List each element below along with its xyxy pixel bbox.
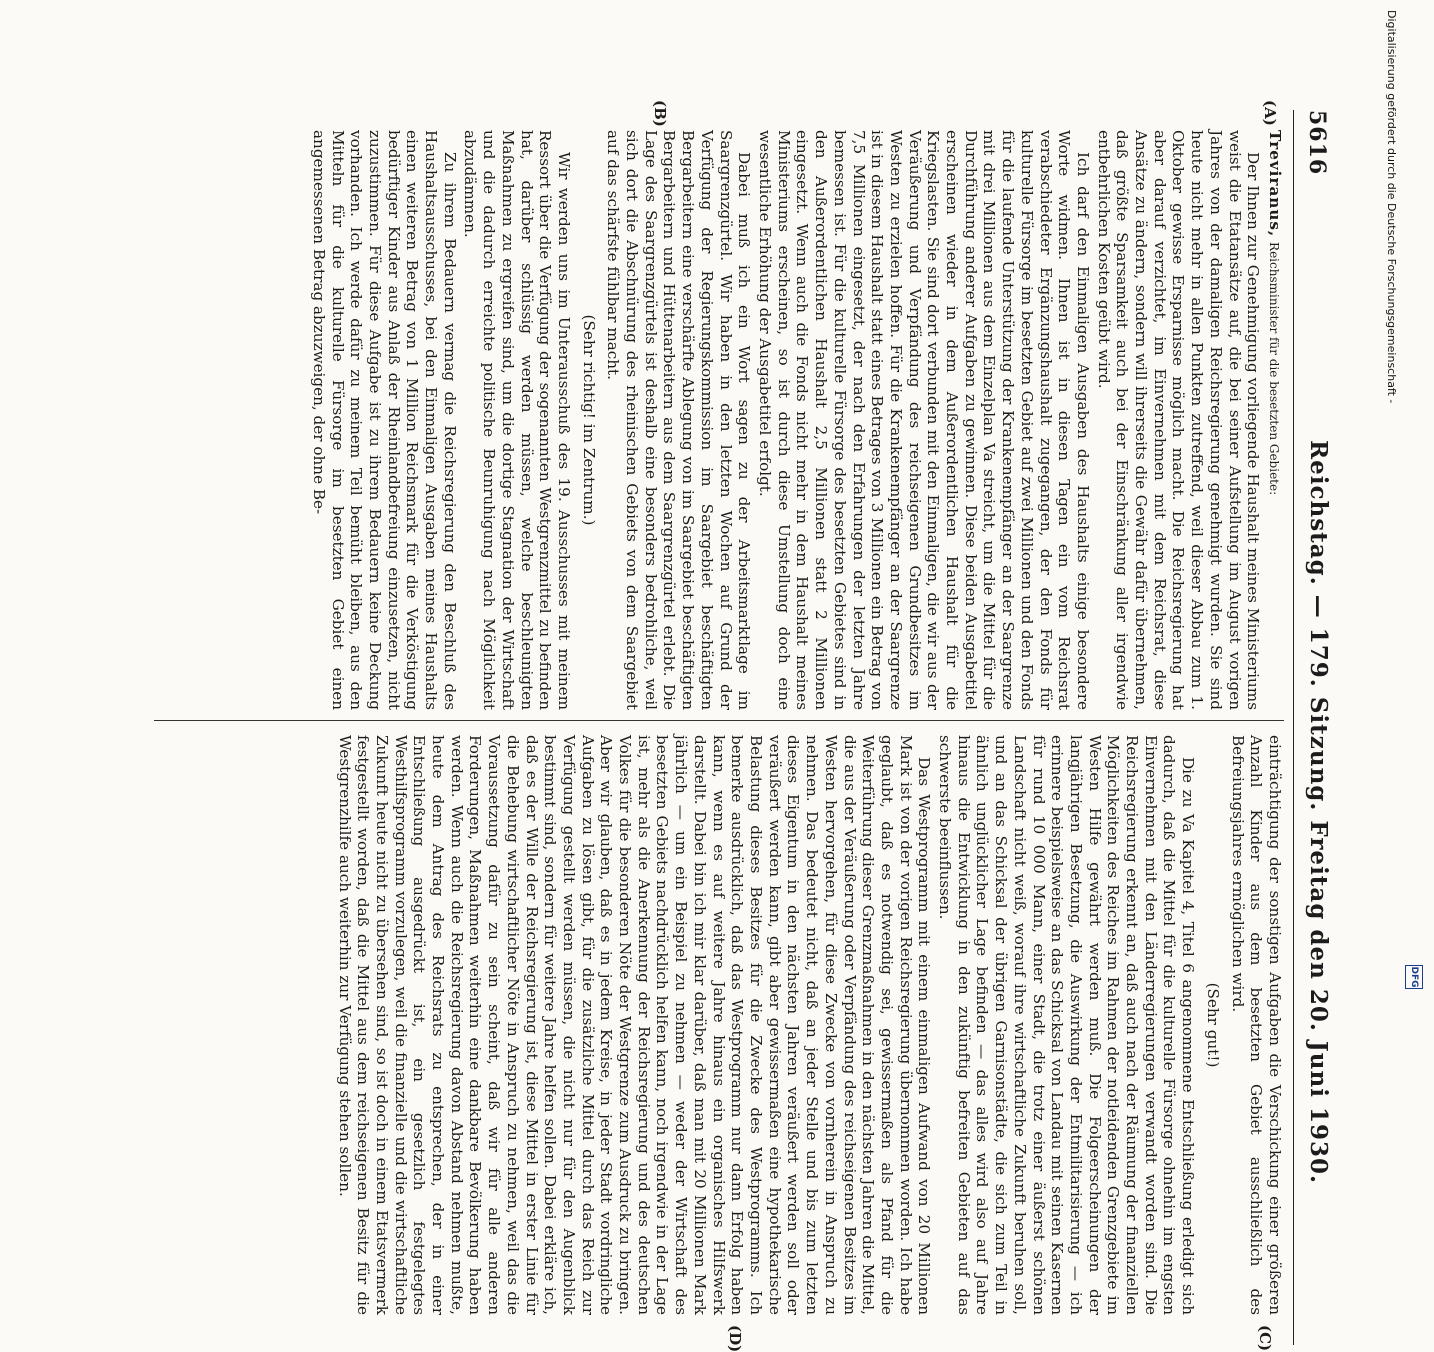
paragraph: Die zu Va Kapitel 4, Titel 6 angenommene Entschließung erledigt sich dadurch, daß die Mittel für die kulturelle Fürsorge ohnehin im engsten Einvernehmen mit den Länderregierungen verwandt worden sind. Die Reichsregierung erkennt an, daß auch nach der Räumung der finanziellen Möglichkeiten des Reiches im Rahmen der notleidenden Grenzgebiete im Westen Hilfe gewährt werden muß. Die Folgeerscheinungen der langjährigen Besetzung, die Auswirkung der Entmilitarisierung — ich erinnere beispielsweise an das Schicksal von Landau mit seinen Kasernen für rund 10 000 Mann, einer Stadt, die trotz einer äußerst schönen Landschaft nicht weiß, worauf ihre wirtschaftliche Zukunft beruhen soll, und an das Schicksal der übrigen Garnisonstädte, die sich zum Teil in ähnlich unglücklicher Lage befinden — das alles wird also auf Jahre hinaus die Entwicklung in den zukünftig befreiten Gebieten auf das schwerste beeinflussen.: [936, 735, 1198, 1315]
page-title: Reichstag. — 179. Sitzung. Freitag den 20. Juni 1930.: [1305, 440, 1332, 1184]
digitization-credit: [1385, 10, 1434, 404]
paragraph: Zu ihrem Bedauern vermag die Reichsregierung den Beschluß des Haushaltsausschusses, bei den Einmaligen Ausgaben meines Haushalts einen weiteren Betrag von 1 Million Reichsmark für die Verköstigung bedürftiger Kinder aus Anlaß der Rheinlandbefreiung einzusetzen, nicht zuzustimmen. Für diese Aufgabe ist zu ihrem Bedauern keine Deckung vorhanden. Ich werde dafür zu meinem Teil bemüht bleiben, aus den Mitteln für die kulturelle Fürsorge im besetzten Gebiet einen angemessenen Betrag abzuzweigen, der ohne Be-: [309, 130, 459, 710]
interjection: (Sehr gut!): [1203, 982, 1222, 1068]
text-column-left: [307, 130, 1284, 710]
paragraph: einträchtigung der sonstigen Aufgaben die Verschickung einer größeren Anzahl Kinder aus dem besetzten Gebiet ausschließlich des Befreiungsjahres ermöglichen wird.: [1228, 735, 1284, 1315]
margin-letter-b: (B): [651, 100, 669, 127]
margin-letter-c: (C): [1256, 1325, 1274, 1352]
paragraph: Der Ihnen zur Genehmigung vorliegende Haushalt meines Ministeriums weist die Etatansätze auf, die bei seiner Aufstellung im August vorigen Jahres von der damaligen Reichsregierung genehmigt wurden. Sie sind heute nicht mehr in allen Punkten zutreffend, weil dieser Abbau zum 1. Oktober gewisse Ersparnisse möglich macht. Die Reichsregierung hat aber darauf verzichtet, im Einvernehmen mit dem Reichsrat, diese Ansätze zu ändern, sondern will ihrerseits die Gewähr dafür übernehmen, daß größte Sparsamkeit auch bei der Einschränkung aller irgendwie entbehrlichen Kosten geübt wird.: [1094, 130, 1263, 710]
paragraph: Das Westprogramm mit einem einmaligen Aufwand von 20 Millionen Mark ist von der vorigen Reichsregierung übernommen worden. Ich habe geglaubt, daß es notwendig sei, gewissermaßen als Pfand für die Weiterführung dieser Grenzmaßnahmen in den nächsten Jahren die Mittel, die aus der Veräußerung oder Verpfändung des reichseigenen Besitzes im Westen hervorgehen, für diese Zwecke von vornherein in Anspruch zu nehmen. Das bedeutet nicht, daß an jeder Stelle und bis zum letzten dieses Eigentum in den nächsten Jahren veräußert werden soll oder veräußert werden kann, gibt aber gewissermaßen eine hypothekarische Belastung dieses Besitzes für die Zwecke des Westprogramms. Ich bemerke ausdrücklich, daß das Westprogramm nur dann Erfolg haben kann, wenn es auf weitere Jahre hinaus ein organisches Hilfswerk darstellt. Dabei bin ich mir klar darüber, daß man mit 20 Millionen Mark jährlich — um ein Beispiel zu nehmen — weder der Wirtschaft des besetzten Gebiets nachdrücklich helfen kann, noch irgendwie in der Lage ist, mehr als die Anerkennung der Reichsregierung und des deutschen Volkes für die besonderen Nöte der Westgrenze zum Ausdruck zu bringen. Aber wir glauben, daß es in jedem Kreise, in jeder Stadt vordringliche Aufgaben zu lösen gibt, für die zusätzliche Mittel durch das Reich zur Verfügung gestellt werden müssen, die nicht nur für den Augenblick bestimmt sind, sondern für weitere Jahre helfen sollen. Dabei erkläre ich, daß es der Wille der Reichsregierung ist, diese Mittel in erster Linie für die Behebung wirtschaftlicher Nöte in Anspruch zu nehmen, weil das die Voraussetzung dafür zu sein scheint, daß wir für alle anderen Forderungen, Maßnahmen weiterhin eine dankbare Bevölkerung haben werden. Wenn auch die Reichsregierung davon Abstand nehmen mußte, heute dem Antrag des Reichsrats zu entsprechen, der in einer Entschließung ausgedrückt ist, ein gesetzlich festgelegtes Westhilfsprogramm vorzulegen, weil die finanzielle und die wirtschaftliche Zukunft heute nicht zu übersehen sind, so ist doch in einem Etatsvermerk festgestellt worden, daß die Mittel aus dem reichseigenen Besitz für die Westgrenzhilfe auch weiterhin zur Verfügung stehen sollen.: [335, 735, 934, 1315]
column-divider: [154, 720, 1284, 721]
speaker-role: Reichsminister für die besetzten Gebiete:: [1267, 242, 1281, 496]
paragraph: Dabei muß ich ein Wort sagen zu der Arbeitsmarktlage im Saargrenzgürtel. Wir haben in den letzten Wochen auf Grund der Verfügung der Regierungskommission im Saargebiet beschäftigten Bergarbeitern eine verschärfte Ablegung von im Saargebiet beschäftigten Bergarbeitern und Hüttenarbeitern aus dem Saargrenzgürtel erlebt. Die Lage des Saargrenzgürtels ist deshalb eine besonders bedrohliche, weil sich dort die Abschnürung des rheinischen Gebiets von dem Saargebiet auf das schärfste fühlbar macht.: [604, 130, 754, 710]
speaker-line: [1264, 130, 1284, 710]
page-number: 5616: [1304, 110, 1330, 176]
text-column-right: [333, 735, 1284, 1315]
credit-text: Digitalisierung gefördert durch die Deutsche Forschungsgemeinschaft -: [1385, 10, 1398, 404]
header-rule: [1293, 110, 1294, 1345]
margin-letter-a: (A): [1261, 100, 1279, 126]
paragraph: Wir werden uns im Unterausschuß des 19. Ausschusses mit meinem Ressort über die Verfügung der sogenannten Westgrenzmittel zu befinden hat, darüber schlüssig werden müssen, welche beschleunigten Maßnahmen zu ergreifen sind, um die dortige Stagnation der Wirtschaft und die dadurch erreichte politische Beunruhigung nach Möglichkeit abzudämmen.: [461, 130, 573, 710]
paragraph: Ich darf den Einmaligen Ausgaben des Haushalts einige besondere Worte widmen. Ihnen ist in diesen Tagen ein vom Reichsrat verabschiedeter Ergänzungshaushalt zugegangen, der den Fonds für kulturelle Fürsorge im besetzten Gebiet auf zwei Millionen und den Fonds für die laufende Unterstützung der Krankenempfänger an der Saargrenze mit drei Millionen aus dem Einzelplan Va streicht, um die Mittel für die Durchführung anderer Aufgaben zu gewinnen. Diese beiden Ausgabetitel erscheinen wieder in dem Außerordentlichen Haushalt für die Kriegslasten. Sie sind dort verbunden mit den Einmaligen, die wir aus der Veräußerung und Verpfändung des reichseigenen Grundbesitzes im Westen zu erzielen hoffen. Für die Krankenempfänger an der Saargrenze ist in diesem Haushalt statt eines Betrages von 3 Millionen ein Betrag von 7,5 Millionen eingesetzt, der nach den Erfahrungen der letzten Jahre bemessen ist. Für die kulturelle Fürsorge des besetzten Gebietes sind in den Außerordentlichen Haushalt 2,5 Millionen statt 2 Millionen eingesetzt. Wenn auch die Fonds nicht mehr in dem Haushalt meines Ministeriums erscheinen, so ist durch diese Umstellung doch eine wesentliche Erhöhung der Ausgabetitel erfolgt.: [756, 130, 1092, 710]
interjection: (Sehr richtig! im Zentrum.): [579, 314, 598, 526]
margin-letter-d: (D): [726, 1325, 744, 1352]
page-header: [1296, 110, 1336, 1340]
speaker-name: Treviranus,: [1266, 130, 1284, 238]
dfg-logo: DFG: [1405, 965, 1423, 989]
